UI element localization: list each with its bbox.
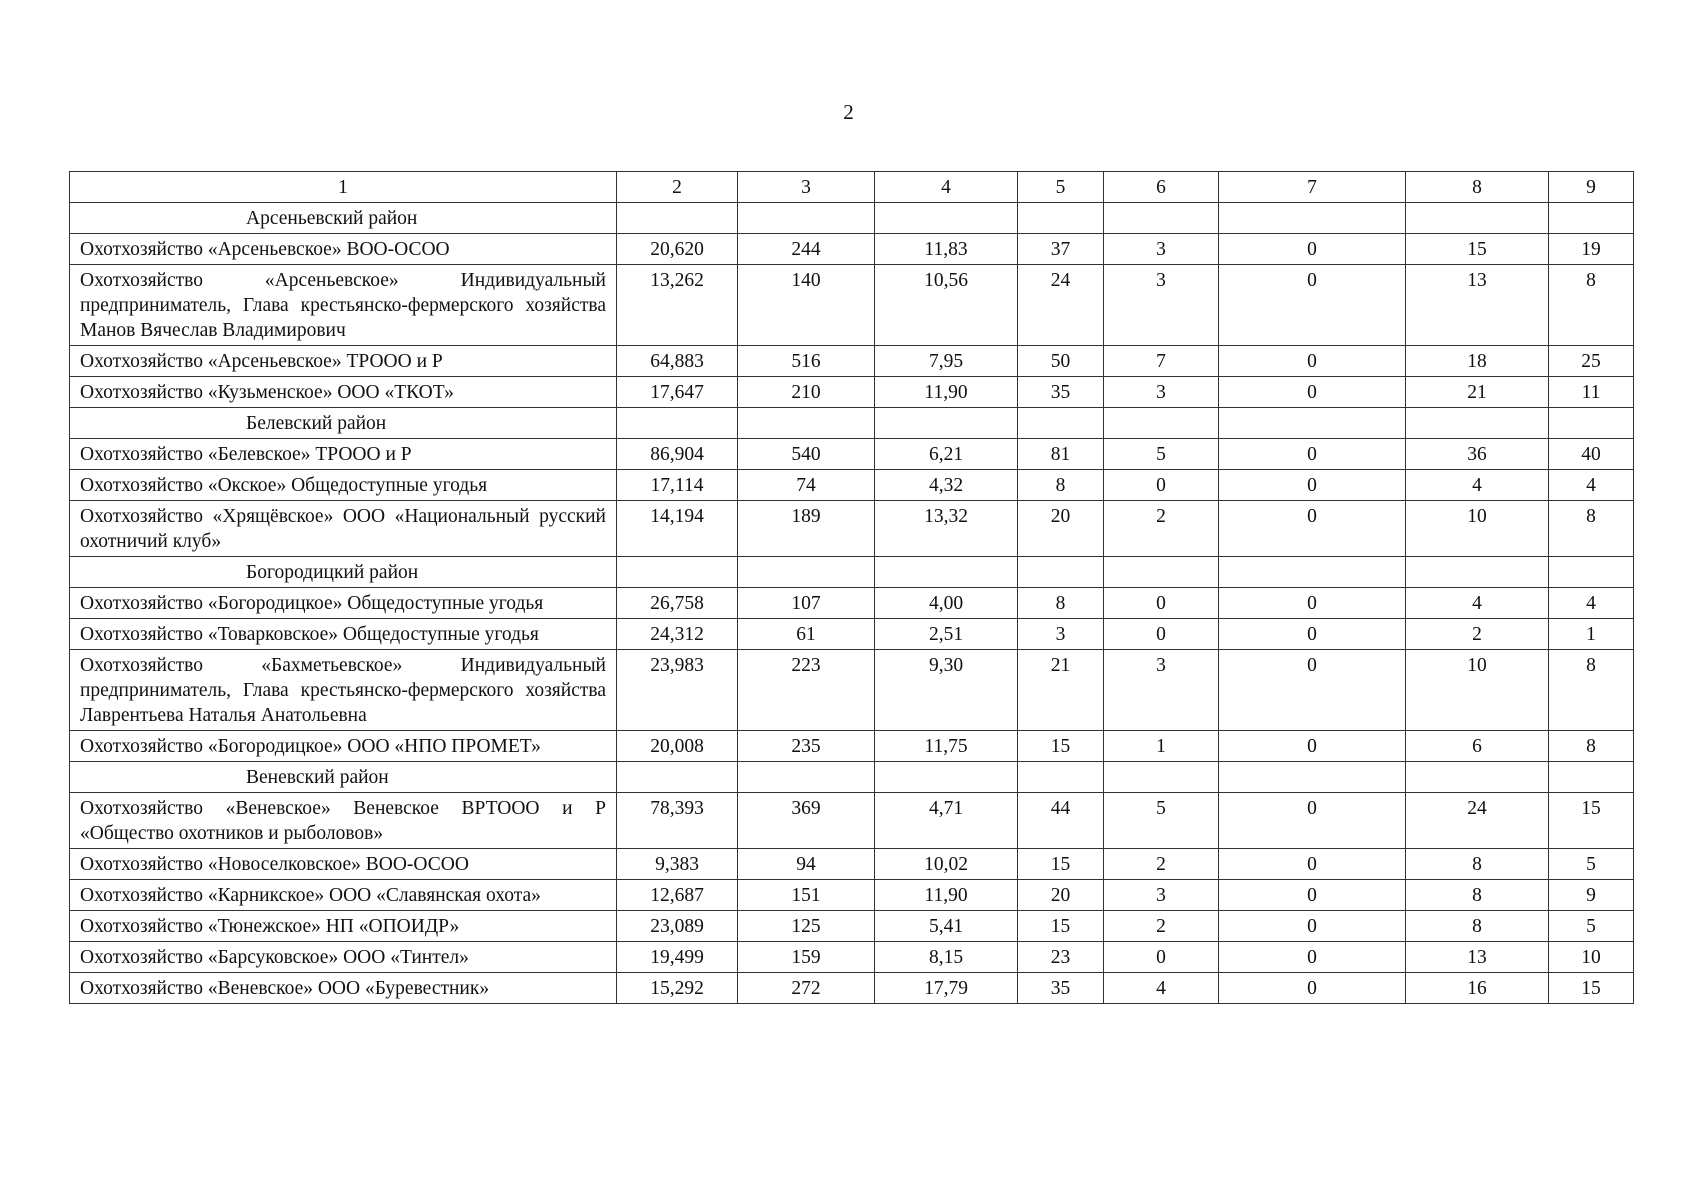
value-cell: 6 [1406, 731, 1549, 762]
value-cell: 8 [1549, 265, 1634, 346]
value-cell: 4 [1549, 588, 1634, 619]
district-row [70, 203, 1634, 234]
value-cell: 81 [1018, 439, 1104, 470]
value-cell: 540 [738, 439, 875, 470]
value-cell: 13 [1406, 265, 1549, 346]
value-cell: 2 [1104, 849, 1219, 880]
value-cell: 15 [1406, 234, 1549, 265]
empty-cell [1549, 408, 1634, 439]
table-body [70, 172, 1634, 1004]
value-cell: 25 [1549, 346, 1634, 377]
value-cell: 17,79 [875, 973, 1018, 1004]
value-cell: 35 [1018, 377, 1104, 408]
value-cell: 1 [1549, 619, 1634, 650]
value-cell: 19 [1549, 234, 1634, 265]
empty-cell [1406, 408, 1549, 439]
value-cell: 10,02 [875, 849, 1018, 880]
value-cell: 0 [1104, 470, 1219, 501]
value-cell: 15 [1018, 911, 1104, 942]
value-cell: 11 [1549, 377, 1634, 408]
value-cell: 2 [1104, 911, 1219, 942]
value-cell: 4,00 [875, 588, 1018, 619]
value-cell: 19,499 [617, 942, 738, 973]
value-cell: 4 [1406, 588, 1549, 619]
value-cell: 15 [1018, 731, 1104, 762]
value-cell: 18 [1406, 346, 1549, 377]
farm-name: Охотхозяйство «Арсеньевское» ТРООО и Р [70, 346, 617, 377]
value-cell: 8 [1549, 650, 1634, 731]
value-cell: 20,008 [617, 731, 738, 762]
value-cell: 5 [1549, 849, 1634, 880]
value-cell: 86,904 [617, 439, 738, 470]
district-row [70, 557, 1634, 588]
table-row [70, 377, 1634, 408]
header-row [70, 172, 1634, 203]
farm-name: Охотхозяйство «Белевское» ТРООО и Р [70, 439, 617, 470]
empty-cell [1549, 203, 1634, 234]
farm-name: Охотхозяйство «Карникское» ООО «Славянская охота» [70, 880, 617, 911]
empty-cell [1018, 557, 1104, 588]
table-row [70, 973, 1634, 1004]
value-cell: 235 [738, 731, 875, 762]
column-header: 1 [70, 172, 617, 203]
empty-cell [875, 557, 1018, 588]
value-cell: 24 [1406, 793, 1549, 849]
value-cell: 37 [1018, 234, 1104, 265]
value-cell: 5,41 [875, 911, 1018, 942]
empty-cell [1018, 408, 1104, 439]
value-cell: 21 [1018, 650, 1104, 731]
value-cell: 23 [1018, 942, 1104, 973]
empty-cell [617, 203, 738, 234]
value-cell: 210 [738, 377, 875, 408]
value-cell: 0 [1219, 588, 1406, 619]
value-cell: 151 [738, 880, 875, 911]
hunting-farms-table [69, 171, 1634, 1004]
value-cell: 2 [1406, 619, 1549, 650]
empty-cell [617, 408, 738, 439]
value-cell: 14,194 [617, 501, 738, 557]
empty-cell [738, 203, 875, 234]
value-cell: 12,687 [617, 880, 738, 911]
farm-name: Охотхозяйство «Богородицкое» ООО «НПО ПРОМЕТ» [70, 731, 617, 762]
column-header: 9 [1549, 172, 1634, 203]
value-cell: 16 [1406, 973, 1549, 1004]
district-name: Белевский район [70, 408, 617, 439]
empty-cell [1018, 762, 1104, 793]
empty-cell [738, 408, 875, 439]
farm-name: Охотхозяйство «Богородицкое» Общедоступные угодья [70, 588, 617, 619]
table-row [70, 346, 1634, 377]
value-cell: 24 [1018, 265, 1104, 346]
district-name: Арсеньевский район [70, 203, 617, 234]
value-cell: 3 [1018, 619, 1104, 650]
farm-name: Охотхозяйство «Бахметьевское» Индивидуальный предприниматель, Глава крестьянско-фермерского хозяйства Лаврентьева Наталья Анатольевна [70, 650, 617, 731]
value-cell: 3 [1104, 880, 1219, 911]
empty-cell [1406, 203, 1549, 234]
value-cell: 0 [1219, 942, 1406, 973]
district-name: Богородицкий район [70, 557, 617, 588]
value-cell: 8 [1406, 880, 1549, 911]
column-header: 4 [875, 172, 1018, 203]
value-cell: 8 [1018, 588, 1104, 619]
empty-cell [1406, 762, 1549, 793]
value-cell: 20 [1018, 880, 1104, 911]
value-cell: 1 [1104, 731, 1219, 762]
value-cell: 9 [1549, 880, 1634, 911]
value-cell: 74 [738, 470, 875, 501]
value-cell: 0 [1104, 588, 1219, 619]
empty-cell [1104, 762, 1219, 793]
value-cell: 8,15 [875, 942, 1018, 973]
column-header: 3 [738, 172, 875, 203]
value-cell: 8 [1549, 501, 1634, 557]
value-cell: 10 [1406, 501, 1549, 557]
value-cell: 9,30 [875, 650, 1018, 731]
value-cell: 78,393 [617, 793, 738, 849]
table-row [70, 942, 1634, 973]
value-cell: 125 [738, 911, 875, 942]
empty-cell [1406, 557, 1549, 588]
table-row [70, 650, 1634, 731]
value-cell: 5 [1104, 439, 1219, 470]
value-cell: 6,21 [875, 439, 1018, 470]
value-cell: 0 [1219, 265, 1406, 346]
table-row [70, 501, 1634, 557]
value-cell: 7,95 [875, 346, 1018, 377]
empty-cell [1104, 408, 1219, 439]
value-cell: 94 [738, 849, 875, 880]
value-cell: 2,51 [875, 619, 1018, 650]
empty-cell [617, 557, 738, 588]
district-name: Веневский район [70, 762, 617, 793]
column-header: 7 [1219, 172, 1406, 203]
value-cell: 223 [738, 650, 875, 731]
value-cell: 10 [1406, 650, 1549, 731]
empty-cell [738, 557, 875, 588]
value-cell: 44 [1018, 793, 1104, 849]
farm-name: Охотхозяйство «Арсеньевское» Индивидуальный предприниматель, Глава крестьянско-фермерского хозяйства Манов Вячеслав Владимирович [70, 265, 617, 346]
value-cell: 20 [1018, 501, 1104, 557]
value-cell: 516 [738, 346, 875, 377]
empty-cell [875, 408, 1018, 439]
value-cell: 35 [1018, 973, 1104, 1004]
value-cell: 26,758 [617, 588, 738, 619]
value-cell: 0 [1219, 849, 1406, 880]
value-cell: 0 [1219, 439, 1406, 470]
value-cell: 5 [1549, 911, 1634, 942]
value-cell: 11,90 [875, 377, 1018, 408]
empty-cell [1219, 408, 1406, 439]
table-row [70, 911, 1634, 942]
value-cell: 189 [738, 501, 875, 557]
value-cell: 15,292 [617, 973, 738, 1004]
value-cell: 4 [1406, 470, 1549, 501]
value-cell: 0 [1219, 973, 1406, 1004]
value-cell: 11,90 [875, 880, 1018, 911]
value-cell: 272 [738, 973, 875, 1004]
farm-name: Охотхозяйство «Веневское» ООО «Буревестник» [70, 973, 617, 1004]
table-row [70, 234, 1634, 265]
value-cell: 8 [1406, 911, 1549, 942]
empty-cell [1219, 762, 1406, 793]
value-cell: 3 [1104, 377, 1219, 408]
table-row [70, 619, 1634, 650]
value-cell: 50 [1018, 346, 1104, 377]
value-cell: 17,114 [617, 470, 738, 501]
value-cell: 2 [1104, 501, 1219, 557]
value-cell: 10 [1549, 942, 1634, 973]
value-cell: 8 [1406, 849, 1549, 880]
value-cell: 0 [1219, 731, 1406, 762]
value-cell: 11,75 [875, 731, 1018, 762]
value-cell: 64,883 [617, 346, 738, 377]
page-number: 2 [843, 100, 854, 124]
value-cell: 36 [1406, 439, 1549, 470]
value-cell: 17,647 [617, 377, 738, 408]
value-cell: 10,56 [875, 265, 1018, 346]
value-cell: 23,983 [617, 650, 738, 731]
value-cell: 3 [1104, 650, 1219, 731]
empty-cell [1018, 203, 1104, 234]
value-cell: 0 [1219, 346, 1406, 377]
value-cell: 20,620 [617, 234, 738, 265]
district-row [70, 762, 1634, 793]
value-cell: 61 [738, 619, 875, 650]
value-cell: 15 [1549, 793, 1634, 849]
value-cell: 11,83 [875, 234, 1018, 265]
value-cell: 13,262 [617, 265, 738, 346]
column-header: 2 [617, 172, 738, 203]
value-cell: 4 [1104, 973, 1219, 1004]
farm-name: Охотхозяйство «Кузьменское» ООО «ТКОТ» [70, 377, 617, 408]
value-cell: 0 [1219, 880, 1406, 911]
value-cell: 0 [1219, 501, 1406, 557]
value-cell: 4,71 [875, 793, 1018, 849]
farm-name: Охотхозяйство «Барсуковское» ООО «Тинтел» [70, 942, 617, 973]
value-cell: 159 [738, 942, 875, 973]
value-cell: 8 [1018, 470, 1104, 501]
value-cell: 13 [1406, 942, 1549, 973]
value-cell: 0 [1104, 942, 1219, 973]
value-cell: 107 [738, 588, 875, 619]
farm-name: Охотхозяйство «Новоселковское» ВОО-ОСОО [70, 849, 617, 880]
column-header: 5 [1018, 172, 1104, 203]
table-row [70, 880, 1634, 911]
farm-name: Охотхозяйство «Веневское» Веневское ВРТООО и Р «Общество охотников и рыболовов» [70, 793, 617, 849]
value-cell: 3 [1104, 234, 1219, 265]
value-cell: 21 [1406, 377, 1549, 408]
table-row [70, 470, 1634, 501]
farm-name: Охотхозяйство «Хрящёвское» ООО «Национальный русский охотничий клуб» [70, 501, 617, 557]
table-row [70, 265, 1634, 346]
value-cell: 0 [1219, 470, 1406, 501]
value-cell: 0 [1219, 650, 1406, 731]
table-row [70, 439, 1634, 470]
value-cell: 24,312 [617, 619, 738, 650]
empty-cell [1549, 762, 1634, 793]
value-cell: 244 [738, 234, 875, 265]
value-cell: 7 [1104, 346, 1219, 377]
table-row [70, 849, 1634, 880]
value-cell: 13,32 [875, 501, 1018, 557]
empty-cell [875, 203, 1018, 234]
farm-name: Охотхозяйство «Товарковское» Общедоступные угодья [70, 619, 617, 650]
district-row [70, 408, 1634, 439]
value-cell: 4 [1549, 470, 1634, 501]
empty-cell [1219, 557, 1406, 588]
empty-cell [875, 762, 1018, 793]
table-row [70, 731, 1634, 762]
column-header: 8 [1406, 172, 1549, 203]
value-cell: 15 [1018, 849, 1104, 880]
farm-name: Охотхозяйство «Арсеньевское» ВОО-ОСОО [70, 234, 617, 265]
value-cell: 15 [1549, 973, 1634, 1004]
value-cell: 369 [738, 793, 875, 849]
farm-name: Охотхозяйство «Окское» Общедоступные угодья [70, 470, 617, 501]
empty-cell [617, 762, 738, 793]
value-cell: 3 [1104, 265, 1219, 346]
column-header: 6 [1104, 172, 1219, 203]
value-cell: 5 [1104, 793, 1219, 849]
value-cell: 23,089 [617, 911, 738, 942]
empty-cell [1219, 203, 1406, 234]
farm-name: Охотхозяйство «Тюнежское» НП «ОПОИДР» [70, 911, 617, 942]
value-cell: 0 [1219, 234, 1406, 265]
value-cell: 0 [1219, 793, 1406, 849]
value-cell: 0 [1219, 911, 1406, 942]
value-cell: 8 [1549, 731, 1634, 762]
empty-cell [1104, 203, 1219, 234]
table-row [70, 588, 1634, 619]
empty-cell [738, 762, 875, 793]
value-cell: 9,383 [617, 849, 738, 880]
value-cell: 0 [1219, 377, 1406, 408]
value-cell: 4,32 [875, 470, 1018, 501]
empty-cell [1549, 557, 1634, 588]
empty-cell [1104, 557, 1219, 588]
value-cell: 140 [738, 265, 875, 346]
value-cell: 0 [1219, 619, 1406, 650]
table-row [70, 793, 1634, 849]
value-cell: 40 [1549, 439, 1634, 470]
value-cell: 0 [1104, 619, 1219, 650]
